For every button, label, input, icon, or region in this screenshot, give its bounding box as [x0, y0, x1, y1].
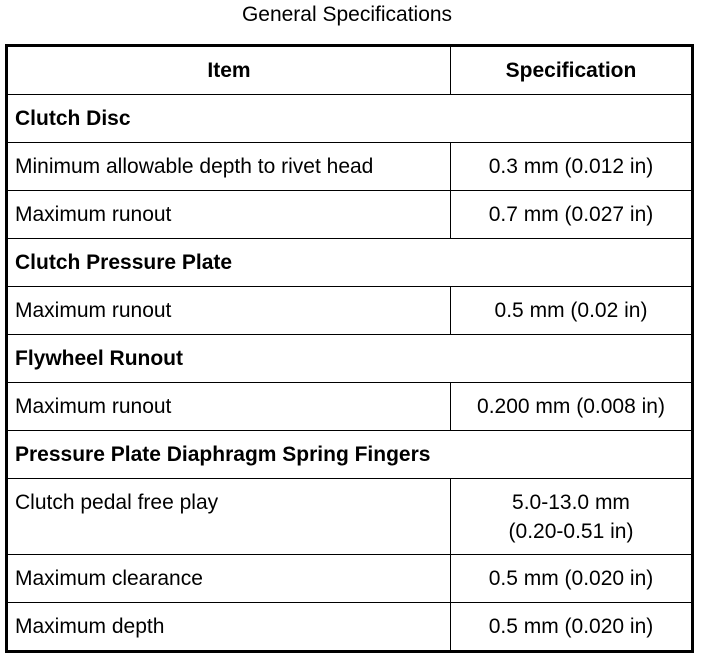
item-cell: Maximum runout	[7, 383, 451, 431]
header-row	[7, 46, 693, 95]
specification-line-metric: 5.0-13.0 mm	[512, 490, 630, 514]
section-title-diaphragm-spring-fingers: Pressure Plate Diaphragm Spring Fingers	[7, 431, 693, 479]
item-cell: Maximum runout	[7, 287, 451, 335]
item-cell: Maximum clearance	[7, 555, 451, 603]
item-cell: Clutch pedal free play	[7, 479, 451, 555]
item-cell: Maximum depth	[7, 603, 451, 652]
table-row	[7, 191, 693, 239]
column-header-specification: Specification	[451, 46, 693, 95]
specification-cell: 0.200 mm (0.008 in)	[451, 383, 693, 431]
section-title-clutch-pressure-plate: Clutch Pressure Plate	[7, 239, 693, 287]
section-title-clutch-disc: Clutch Disc	[7, 95, 693, 143]
specification-cell: 0.5 mm (0.020 in)	[451, 555, 693, 603]
section-row	[7, 95, 693, 143]
table-row	[7, 383, 693, 431]
specification-cell: 0.7 mm (0.027 in)	[451, 191, 693, 239]
specification-cell	[451, 479, 693, 555]
table-row	[7, 479, 693, 555]
section-row	[7, 335, 693, 383]
table-row	[7, 603, 693, 652]
item-cell: Minimum allowable depth to rivet head	[7, 143, 451, 191]
specification-cell: 0.5 mm (0.020 in)	[451, 603, 693, 652]
table-row	[7, 287, 693, 335]
section-row	[7, 239, 693, 287]
specifications-table	[5, 44, 694, 653]
column-header-item: Item	[7, 46, 451, 95]
section-row	[7, 431, 693, 479]
table-row	[7, 555, 693, 603]
specification-line-imperial: (0.20-0.51 in)	[508, 519, 634, 543]
specification-cell: 0.5 mm (0.02 in)	[451, 287, 693, 335]
specification-cell: 0.3 mm (0.012 in)	[451, 143, 693, 191]
table-row	[7, 143, 693, 191]
section-title-flywheel-runout: Flywheel Runout	[7, 335, 693, 383]
item-cell: Maximum runout	[7, 191, 451, 239]
table-caption: General Specifications	[241, 3, 453, 26]
